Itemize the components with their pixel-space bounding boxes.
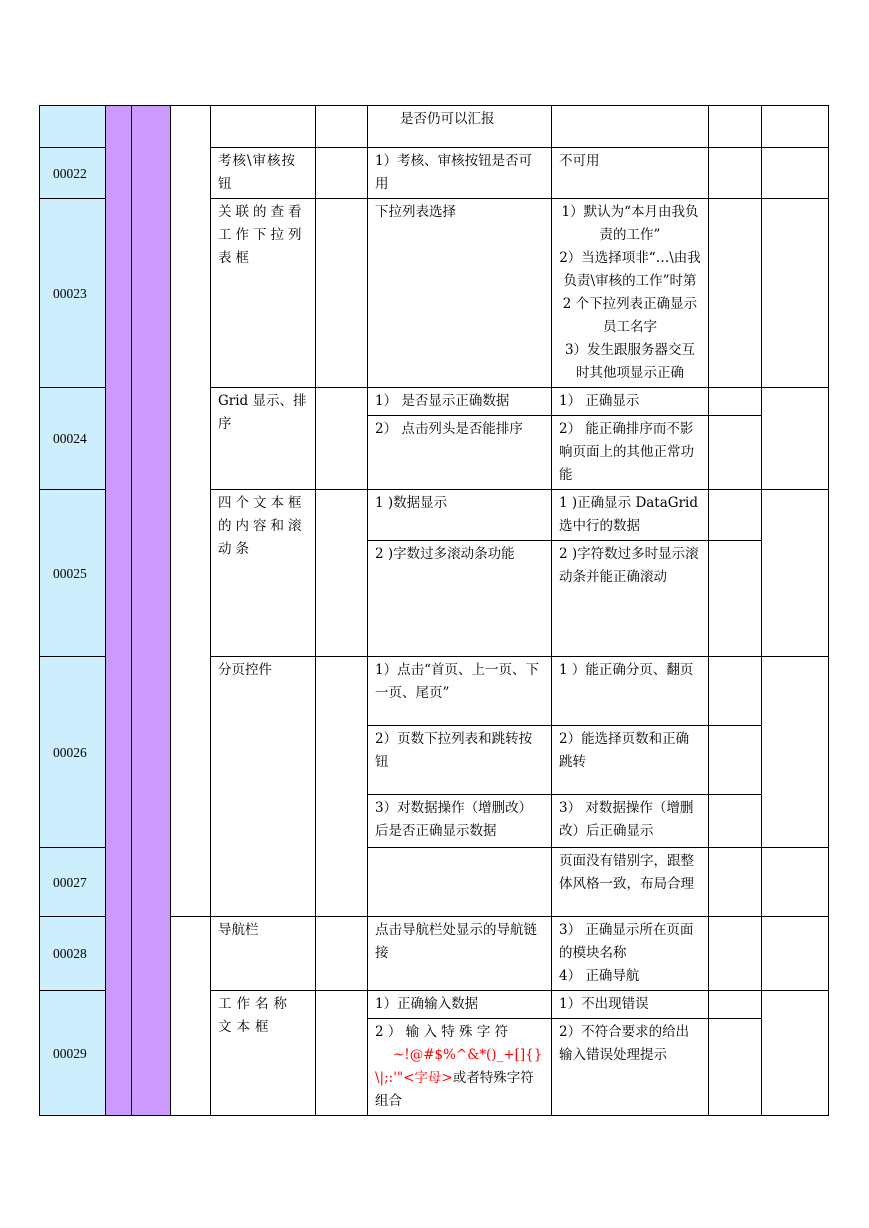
case-id-cell: 00026 [40, 657, 106, 848]
blank-cell [762, 848, 829, 917]
blank-cell [762, 991, 829, 1116]
blank-cell [709, 917, 762, 991]
result-cell: 1 )正确显示 DataGrid 选中行的数据 [552, 490, 709, 541]
blank-column-cell [171, 106, 211, 917]
result-cell: 2 )字符数过多时显示滚动条并能正确滚动 [552, 541, 709, 657]
blank-cell [709, 795, 762, 848]
test-cell: 2）页数下拉列表和跳转按钮 [368, 726, 552, 795]
blank-cell [709, 657, 762, 726]
test-cell: 是否仍可以汇报 [368, 106, 552, 148]
test-cell: 1 )数据显示 [368, 490, 552, 541]
case-id-cell: 00028 [40, 917, 106, 991]
result-cell: 2） 能正确排序而不影响页面上的其他正常功能 [552, 416, 709, 490]
blank-cell [762, 388, 829, 490]
blank-cell [316, 657, 368, 917]
test-cell: 1）考核、审核按钮是否可用 [368, 148, 552, 199]
result-line: 3） 正确显示所在页面的模块名称 [559, 922, 694, 961]
blank-cell [316, 991, 368, 1116]
result-line: 3）发生跟服务器交互时其他项显示正确 [564, 342, 696, 381]
result-cell: 不可用 [552, 148, 709, 199]
result-cell [552, 106, 709, 148]
blank-cell [762, 490, 829, 657]
result-cell: 1）不出现错误 [552, 991, 709, 1019]
module-cell: 导航栏 [211, 917, 316, 991]
blank-cell [316, 917, 368, 991]
module-cell: Grid 显示、排序 [211, 388, 316, 490]
blank-cell [762, 199, 829, 388]
table-row [40, 106, 829, 148]
blank-cell [709, 1019, 762, 1116]
test-cell: 下拉列表选择 [368, 199, 552, 388]
blank-cell [709, 106, 762, 148]
blank-column-cell [171, 917, 211, 1116]
blank-cell [762, 657, 829, 848]
blank-cell [709, 726, 762, 795]
test-cell: 2 )字数过多滚动条功能 [368, 541, 552, 657]
case-id-cell: 00029 [40, 991, 106, 1116]
blank-cell [316, 388, 368, 490]
blank-cell [316, 199, 368, 388]
blank-cell [709, 148, 762, 199]
case-id-cell: 00024 [40, 388, 106, 490]
blank-cell [762, 917, 829, 991]
result-cell: 2）不符合要求的给出输入错误处理提示 [552, 1019, 709, 1116]
blank-cell [316, 490, 368, 657]
test-cell: 1） 是否显示正确数据 [368, 388, 552, 416]
test-case-table [39, 105, 829, 1116]
purple-column-cell [132, 106, 171, 1116]
module-cell [211, 106, 316, 148]
purple-column-cell [106, 106, 132, 1116]
test-cell: 点击导航栏处显示的导航链接 [368, 917, 552, 991]
module-cell: 分页控件 [211, 657, 316, 917]
blank-cell [316, 148, 368, 199]
module-cell: 考核\审核按钮 [211, 148, 316, 199]
test-cell [368, 848, 552, 917]
blank-cell [709, 848, 762, 917]
special-char-test-label: 2 ） 输 入 特 殊 字 符 [375, 1024, 509, 1040]
blank-cell [709, 416, 762, 490]
test-cell: 1）点击“首页、上一页、下一页、尾页” [368, 657, 552, 726]
module-cell: 工作名称文本框 [211, 991, 316, 1116]
test-cell: 3）对数据操作（增删改）后是否正确显示数据 [368, 795, 552, 848]
case-id-cell: 00027 [40, 848, 106, 917]
result-line: 4） 正确导航 [559, 968, 640, 984]
result-line: 1）默认为“本月由我负责的工作” [561, 204, 699, 243]
blank-cell [709, 541, 762, 657]
blank-cell [762, 106, 829, 148]
case-id-cell [40, 106, 106, 148]
blank-cell [709, 490, 762, 541]
test-cell [368, 1019, 552, 1116]
test-cell: 2） 点击列头是否能排序 [368, 416, 552, 490]
special-chars-tail: 或者特殊字符组合 [375, 1070, 534, 1109]
module-cell: 四个文本框的内容和滚动条 [211, 490, 316, 657]
test-cell: 1）正确输入数据 [368, 991, 552, 1019]
blank-cell [709, 388, 762, 416]
blank-cell [709, 991, 762, 1019]
module-cell: 关联的查看工作下拉列表框 [211, 199, 316, 388]
case-id-cell: 00025 [40, 490, 106, 657]
special-chars: ~!@#$%^&*()_+[]{}\|;:'"<字母> [375, 1047, 543, 1086]
result-cell: 3） 对数据操作（增删改）后正确显示 [552, 795, 709, 848]
result-cell [552, 917, 709, 991]
case-id-cell: 00022 [40, 148, 106, 199]
blank-cell [709, 199, 762, 388]
result-cell [552, 199, 709, 388]
result-line: 2）当选择项非“…\由我负责\审核的工作”时第 2 个下拉列表正确显示员工名字 [559, 250, 701, 335]
result-cell: 1 ）能正确分页、翻页 [552, 657, 709, 726]
result-cell: 2）能选择页数和正确跳转 [552, 726, 709, 795]
blank-cell [316, 106, 368, 148]
case-id-cell: 00023 [40, 199, 106, 388]
result-cell: 页面没有错别字，跟整体风格一致，布局合理 [552, 848, 709, 917]
blank-cell [762, 148, 829, 199]
result-cell: 1） 正确显示 [552, 388, 709, 416]
